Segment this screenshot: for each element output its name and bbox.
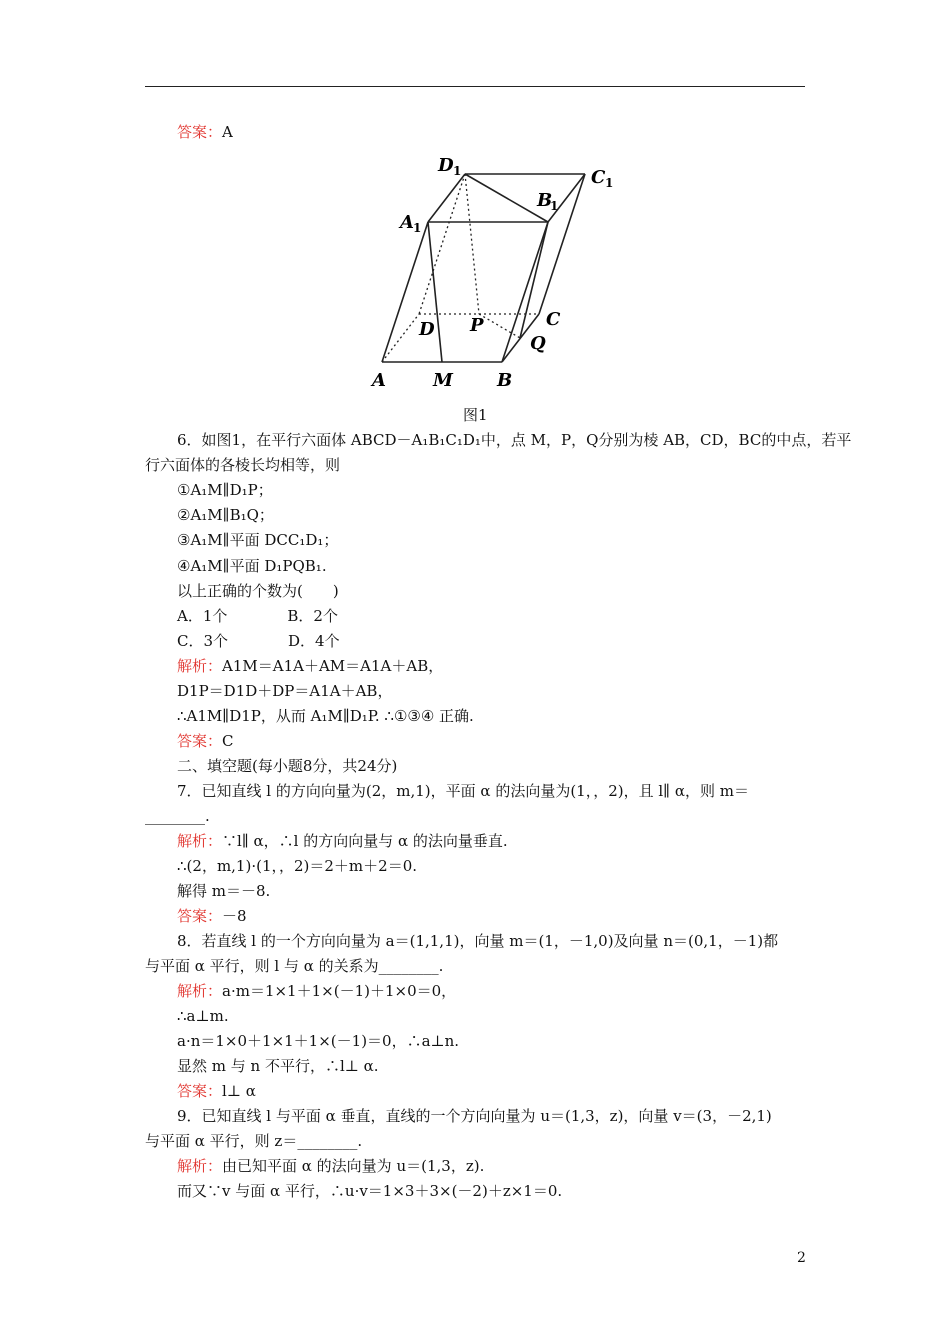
- text-line-q6i: ∴A1M∥D1P，从而 A₁M∥D₁P. ∴①③④ 正确.: [177, 707, 474, 725]
- text-line-q6c3: ③A₁M∥平面 DCC₁D₁；: [177, 531, 339, 549]
- label-P: P: [470, 315, 484, 336]
- text-line-q9c: [177, 1156, 484, 1176]
- text-line-q8g: [177, 1081, 256, 1101]
- label-C1: C: [591, 167, 606, 188]
- text-line-q8a: 8．若直线 l 的一个方向向量为 a＝(1,1,1)，向量 m＝(1，－1,0)及向量 n＝(0,1，－1)都: [177, 932, 779, 950]
- text-line-q6g: [177, 656, 443, 676]
- text-line-q6c1: ①A₁M∥D₁P；: [177, 481, 273, 499]
- text-line-q8d: ∴a⊥m.: [177, 1007, 229, 1025]
- label-prefix: 答案：: [177, 732, 223, 750]
- answer-label: 答案：: [177, 123, 223, 141]
- page-number: 2: [797, 1250, 806, 1266]
- label-prefix: 解析：: [177, 1157, 223, 1175]
- label-A: A: [372, 370, 386, 391]
- line-content: －8: [222, 907, 247, 925]
- text-line-q6b: 行六面体的各棱长均相等，则: [145, 456, 341, 474]
- text-line-q9a: 9．已知直线 l 与平面 α 垂直，直线的一个方向向量为 u＝(1,3，z)，向量 v＝(3，－2,1): [177, 1107, 772, 1125]
- text-line-sec2: 二、填空题(每小题8分，共24分): [177, 757, 398, 775]
- parallelepiped-figure: [360, 155, 620, 400]
- label-C1-sub: 1: [605, 176, 614, 190]
- text-line-q7a: 7．已知直线 l 的方向向量为(2，m,1)，平面 α 的法向量为(1，，2)，且 l∥ α，则 m＝: [177, 782, 750, 800]
- label-prefix: 答案：: [177, 907, 223, 925]
- label-prefix: 答案：: [177, 1082, 223, 1100]
- label-D1-sub: 1: [453, 164, 462, 178]
- label-B: B: [497, 370, 513, 391]
- text-line-q8f: 显然 m 与 n 不平行，∴l⊥ α.: [177, 1057, 379, 1075]
- text-line-q6c4: ④A₁M∥平面 D₁PQB₁.: [177, 557, 327, 575]
- text-line-q6a: 6．如图1，在平行六面体 ABCD－A₁B₁C₁D₁中，点 M，P，Q分别为棱 AB，CD，BC的中点，若平: [177, 431, 852, 449]
- line-content: a·m＝1×1＋1×(－1)＋1×0＝0，: [222, 982, 457, 1000]
- line-content: ∵l∥ α，∴l 的方向向量与 α 的法向量垂直.: [222, 832, 508, 850]
- answer-value: A: [222, 123, 233, 141]
- label-Q: Q: [530, 333, 546, 354]
- line-content: l⊥ α: [222, 1082, 256, 1100]
- text-line-q6c2: ②A₁M∥B₁Q；: [177, 506, 274, 524]
- label-A1: A: [400, 212, 414, 233]
- text-line-q9b: 与平面 α 平行，则 z＝________.: [145, 1132, 363, 1150]
- text-line-q7c: [177, 831, 508, 851]
- text-line-q8b: 与平面 α 平行，则 l 与 α 的关系为________.: [145, 957, 444, 975]
- answer-line: [177, 122, 233, 142]
- label-D1: D: [438, 155, 454, 176]
- label-B1-sub: 1: [550, 199, 559, 213]
- label-D: D: [419, 319, 435, 340]
- label-A1-sub: 1: [413, 221, 422, 235]
- line-content: C: [222, 732, 234, 750]
- text-line-q9d: 而又∵v 与面 α 平行，∴u·v＝1×3＋3×(－2)＋z×1＝0.: [177, 1182, 563, 1200]
- line-content: A1M＝A1A＋AM＝A1A＋AB，: [222, 657, 444, 675]
- text-line-q7d: ∴(2，m,1)·(1，，2)＝2＋m＋2＝0.: [177, 857, 418, 875]
- label-C: C: [546, 309, 561, 330]
- figure-caption: 图1: [463, 406, 488, 424]
- label-prefix: 解析：: [177, 832, 223, 850]
- line-content: 由已知平面 α 的法向量为 u＝(1,3，z).: [222, 1157, 485, 1175]
- text-line-q6f: C．3个 D．4个: [177, 632, 340, 650]
- label-M: M: [433, 370, 453, 391]
- text-line-q7e: 解得 m＝－8.: [177, 882, 271, 900]
- label-prefix: 解析：: [177, 982, 223, 1000]
- text-line-q8c: [177, 981, 456, 1001]
- text-line-q7b: ________.: [145, 807, 210, 825]
- text-line-q8e: a·n＝1×0＋1×1＋1×(－1)＝0，∴a⊥n.: [177, 1032, 460, 1050]
- label-prefix: 解析：: [177, 657, 223, 675]
- text-line-q6e: A．1个 B．2个: [177, 607, 338, 625]
- text-line-q6j: [177, 731, 234, 751]
- header-rule: [145, 86, 805, 87]
- label-B1: B: [537, 190, 553, 211]
- text-line-q6h: D1P＝D1D＋DP＝A1A＋AB，: [177, 682, 393, 700]
- text-line-q6d: 以上正确的个数为( ): [177, 582, 339, 600]
- text-line-q7f: [177, 906, 247, 926]
